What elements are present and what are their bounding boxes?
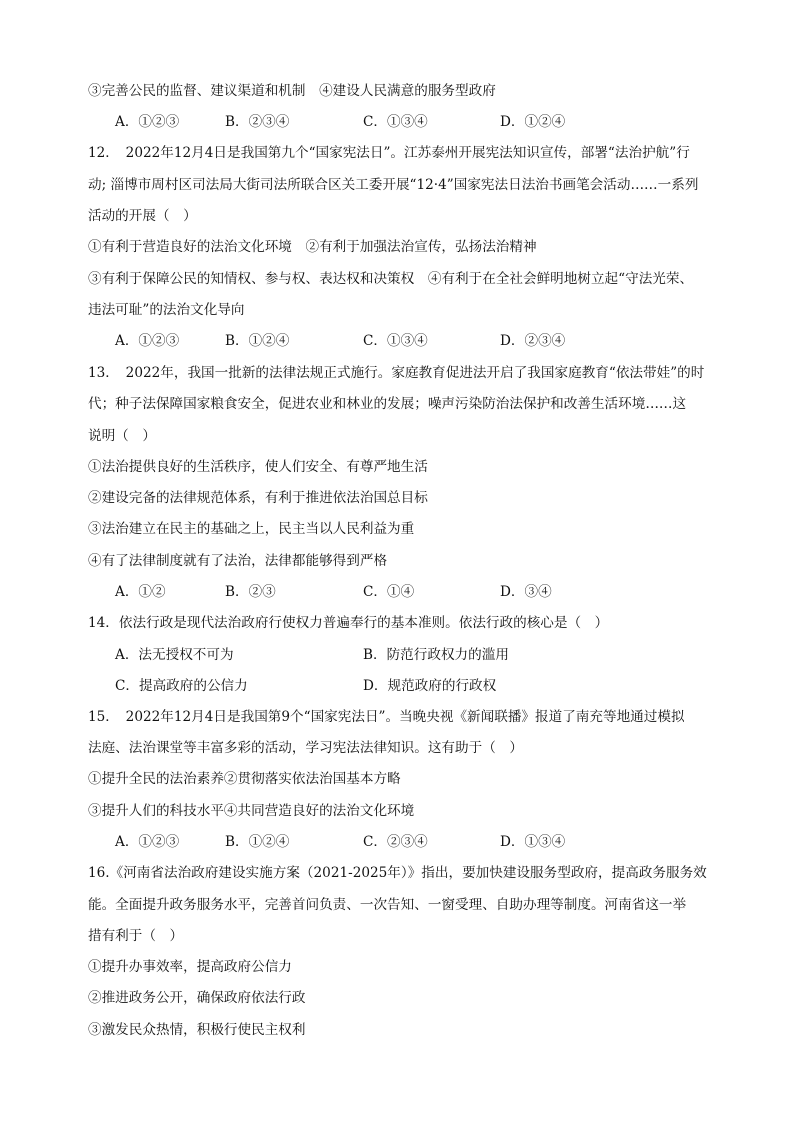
q15-stem-line: 15． 2022年12月4日是我国第9个“国家宪法日”。当晚央视《新闻联播》报道了南充等地通过模拟 — [88, 709, 685, 725]
q11-statement-line: ③完善公民的监督、建议渠道和机制 ④建设人民满意的服务型政府 — [88, 83, 496, 99]
q13-option-d: D．③④ — [500, 584, 552, 600]
q12-stem-line: 动; 淄博市周村区司法局大街司法所联合区关工委开展“12·4”国家宪法日法治书画笔会活动……一系列 — [88, 177, 699, 193]
q16-stem-line: 措有利于（ ） — [88, 928, 184, 944]
q14-stem-line: 14．依法行政是现代法治政府行使权力普遍奉行的基本准则。依法行政的核心是（ ） — [88, 615, 609, 631]
q14-option-a: A．法无授权不可为 — [115, 647, 234, 663]
q12-option-a: A．①②③ — [115, 333, 180, 349]
q16-statement-line: ①提升办事效率，提高政府公信力 — [88, 959, 292, 975]
q13-stem-line: 代；种子法保障国家粮食安全，促进农业和林业的发展；噪声污染防治法保护和改善生活环境……这 — [88, 396, 687, 412]
q12-option-c: C．①③④ — [363, 333, 428, 349]
q13-option-a: A．①② — [115, 584, 166, 600]
q13-statement-line: ②建设完备的法律规范体系，有利于推进依法治国总目标 — [88, 490, 428, 506]
q13-option-c: C．①④ — [363, 584, 415, 600]
q13-statement-line: ③法治建立在民主的基础之上，民主当以人民利益为重 — [88, 521, 415, 537]
q12-stem-line: 12． 2022年12月4日是我国第九个“国家宪法日”。江苏泰州开展宪法知识宣传，部署“法治护航”行 — [88, 145, 690, 161]
q15-option-a: A．①②③ — [115, 834, 180, 850]
q11-option-b: B．②③④ — [225, 114, 290, 130]
q14-option-b: B．防范行政权力的滥用 — [363, 647, 509, 663]
q15-option-d: D．①③④ — [500, 834, 566, 850]
q16-statement-line: ③激发民众热情，积极行使民主权利 — [88, 1022, 306, 1038]
q15-option-c: C．②③④ — [363, 834, 428, 850]
q14-option-c: C．提高政府的公信力 — [115, 678, 248, 694]
q13-option-b: B．②③ — [225, 584, 276, 600]
q12-statement-line: ③有利于保障公民的知情权、参与权、表达权和决策权 ④有利于在全社会鲜明地树立起“守法光荣、 — [88, 271, 694, 287]
q13-statement-line: ④有了法律制度就有了法治，法律都能够得到严格 — [88, 553, 388, 569]
q16-stem-line: 16.《河南省法治政府建设实施方案（2021-2025年）》指出，要加快建设服务型政府，提高政务服务效 — [88, 865, 707, 881]
q13-statement-line: ①法治提供良好的生活秩序，使人们安全、有尊严地生活 — [88, 459, 428, 475]
q15-statement-line: ①提升全民的法治素养②贯彻落实依法治国基本方略 — [88, 771, 401, 787]
q12-statement-line: 违法可耻”的法治文化导向 — [88, 302, 245, 318]
q15-statement-line: ③提升人们的科技水平④共同营造良好的法治文化环境 — [88, 803, 415, 819]
q11-option-d: D．①②④ — [500, 114, 566, 130]
q12-statement-line: ①有利于营造良好的法治文化环境 ②有利于加强法治宣传，弘扬法治精神 — [88, 239, 537, 255]
q16-statement-line: ②推进政务公开，确保政府依法行政 — [88, 990, 306, 1006]
q12-option-b: B．①②④ — [225, 333, 290, 349]
q11-option-a: A．①②③ — [115, 114, 180, 130]
q13-stem-line: 说明（ ） — [88, 428, 156, 444]
q12-stem-line: 活动的开展（ ） — [88, 208, 197, 224]
q16-stem-line: 能。全面提升政务服务水平，完善首问负责、一次告知、一窗受理、自助办理等制度。河南省这一举 — [88, 897, 687, 913]
q15-option-b: B．①②④ — [225, 834, 290, 850]
q15-stem-line: 法庭、法治课堂等丰富多彩的活动，学习宪法法律知识。这有助于（ ） — [88, 740, 523, 756]
q12-option-d: D．②③④ — [500, 333, 566, 349]
q13-stem-line: 13． 2022年，我国一批新的法律法规正式施行。家庭教育促进法开启了我国家庭教育“依法带娃”的时 — [88, 365, 705, 381]
q14-option-d: D．规范政府的行政权 — [363, 678, 497, 694]
q11-option-c: C．①③④ — [363, 114, 428, 130]
